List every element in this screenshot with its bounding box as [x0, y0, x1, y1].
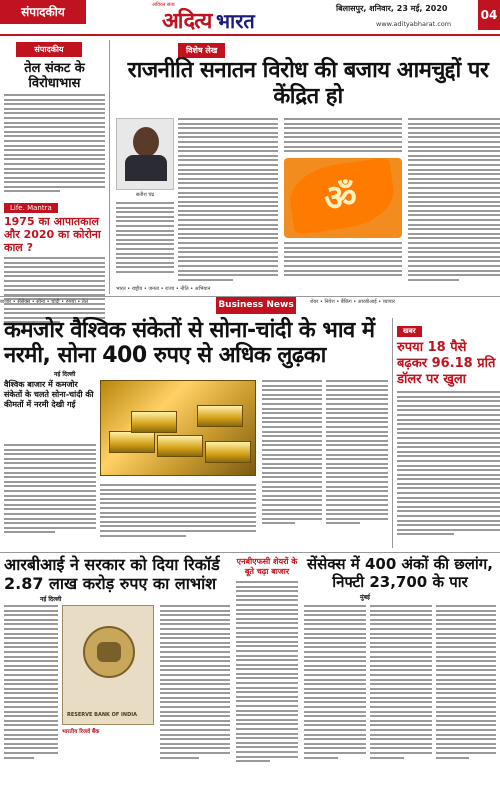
author-name: सतीश चंद्र: [135, 192, 155, 198]
feature-headline: राजनीति सनातन विरोध की बजाय आमचुद्दों पर केंद्रित हो: [127, 58, 489, 109]
sensex-col-1: [304, 605, 366, 761]
gold-headline: कमजोर वैश्विक संकेतों से सोना-चांदी के भाव में नरमी, सोना 400 रुपए से अधिक लुढ़का: [4, 318, 375, 368]
gold-lede: वैश्विक बाजार में कमजोर संकेतों के चलते सोना-चांदी की कीमतों में नरमी देखी गई: [4, 380, 94, 409]
business-band-right-text: शेयर • निवेश • बैंकिंग • आरबीआई • व्यापार: [310, 299, 395, 305]
feature-body: [116, 118, 500, 286]
editorial-tag: संपादकीय: [16, 42, 82, 57]
masthead: [0, 0, 500, 36]
sensex-dateline: मुंबई: [360, 594, 370, 601]
khabar-tag: खबर: [397, 326, 422, 337]
special-article-tag: विशेष लेख: [178, 43, 225, 58]
rupee-headline: रुपया 18 पैसे बढ़कर 96.18 प्रति डॉलर पर खुला: [397, 340, 496, 387]
feature-col-3: [284, 118, 402, 155]
bottom-row: [0, 552, 500, 789]
nbfc-body: [236, 581, 298, 765]
gold-col-3: [262, 380, 322, 527]
gold-dateline: नई दिल्ली: [54, 371, 76, 378]
feature-col-4: [408, 118, 500, 283]
sensex-headline: सेंसेक्स में 400 अंकों की छलांग, निफ्टी 23,700 के पार: [307, 555, 493, 591]
gold-col-1: [4, 444, 96, 536]
brand-name-part2: भारत: [216, 9, 255, 33]
website[interactable]: www.adityabharat.com: [376, 20, 452, 28]
feature-col-2: [178, 118, 278, 283]
gold-bars-photo: [100, 380, 256, 476]
om-flag-photo: ॐ: [284, 158, 402, 238]
business-band: [0, 296, 500, 314]
brand-tagline: अविरल सत्य: [152, 2, 175, 8]
editorial-headline: तेल संकट के विरोधाभास: [24, 61, 85, 91]
rbi-headline: आरबीआई ने सरकार को दिया रिकॉर्ड 2.87 लाख करोड़ रुपए का लाभांश: [4, 555, 220, 593]
gold-body: [4, 380, 388, 548]
rbi-emblem-photo: [62, 605, 154, 725]
rupee-body: [397, 391, 500, 535]
dateline: बिलासपुर, शनिवार, 23 मई, 2020: [336, 4, 448, 13]
business-band-left-text: बाजार • सेंसेक्स • सोना • चांदी • रुपया • तेल: [0, 299, 89, 305]
gold-col-2: [100, 484, 256, 539]
rbi-photo-caption: भारतीय रिजर्व बैंक: [62, 729, 100, 735]
feature-col-1: [116, 202, 174, 276]
feature-footer: भारत • राष्ट्रीय • जनता • राज्य • नीति • अभियान: [116, 286, 211, 292]
editorial-body: [4, 94, 105, 192]
life-mantra-headline: 1975 का आपातकाल और 2020 का कोरोना काल ?: [4, 215, 101, 255]
rbi-emblem-text: RESERVE BANK OF INDIA: [67, 712, 137, 718]
sensex-col-3: [436, 605, 496, 761]
gold-col-4: [326, 380, 388, 527]
brand-name-part1: अदित्य: [162, 8, 212, 34]
rbi-col-1: [4, 605, 58, 761]
sensex-col-2: [370, 605, 432, 761]
left-column: [0, 40, 110, 294]
rbi-dateline: नई दिल्ली: [40, 596, 62, 603]
life-mantra-tag: Life. Mantra: [4, 203, 58, 213]
rbi-col-2: [160, 605, 230, 761]
section-tag: संपादकीय: [0, 0, 86, 24]
author-photo: [116, 118, 174, 190]
page-number: 04: [478, 0, 500, 30]
brand-logo: [152, 2, 282, 34]
nbfc-headline: एनबीएफसी शेयरों के बूते चढ़ा बाजार: [236, 557, 298, 576]
feature-col-3b: [284, 242, 402, 279]
business-news-label: Business News: [216, 297, 296, 314]
rupee-news-box: [392, 318, 500, 548]
